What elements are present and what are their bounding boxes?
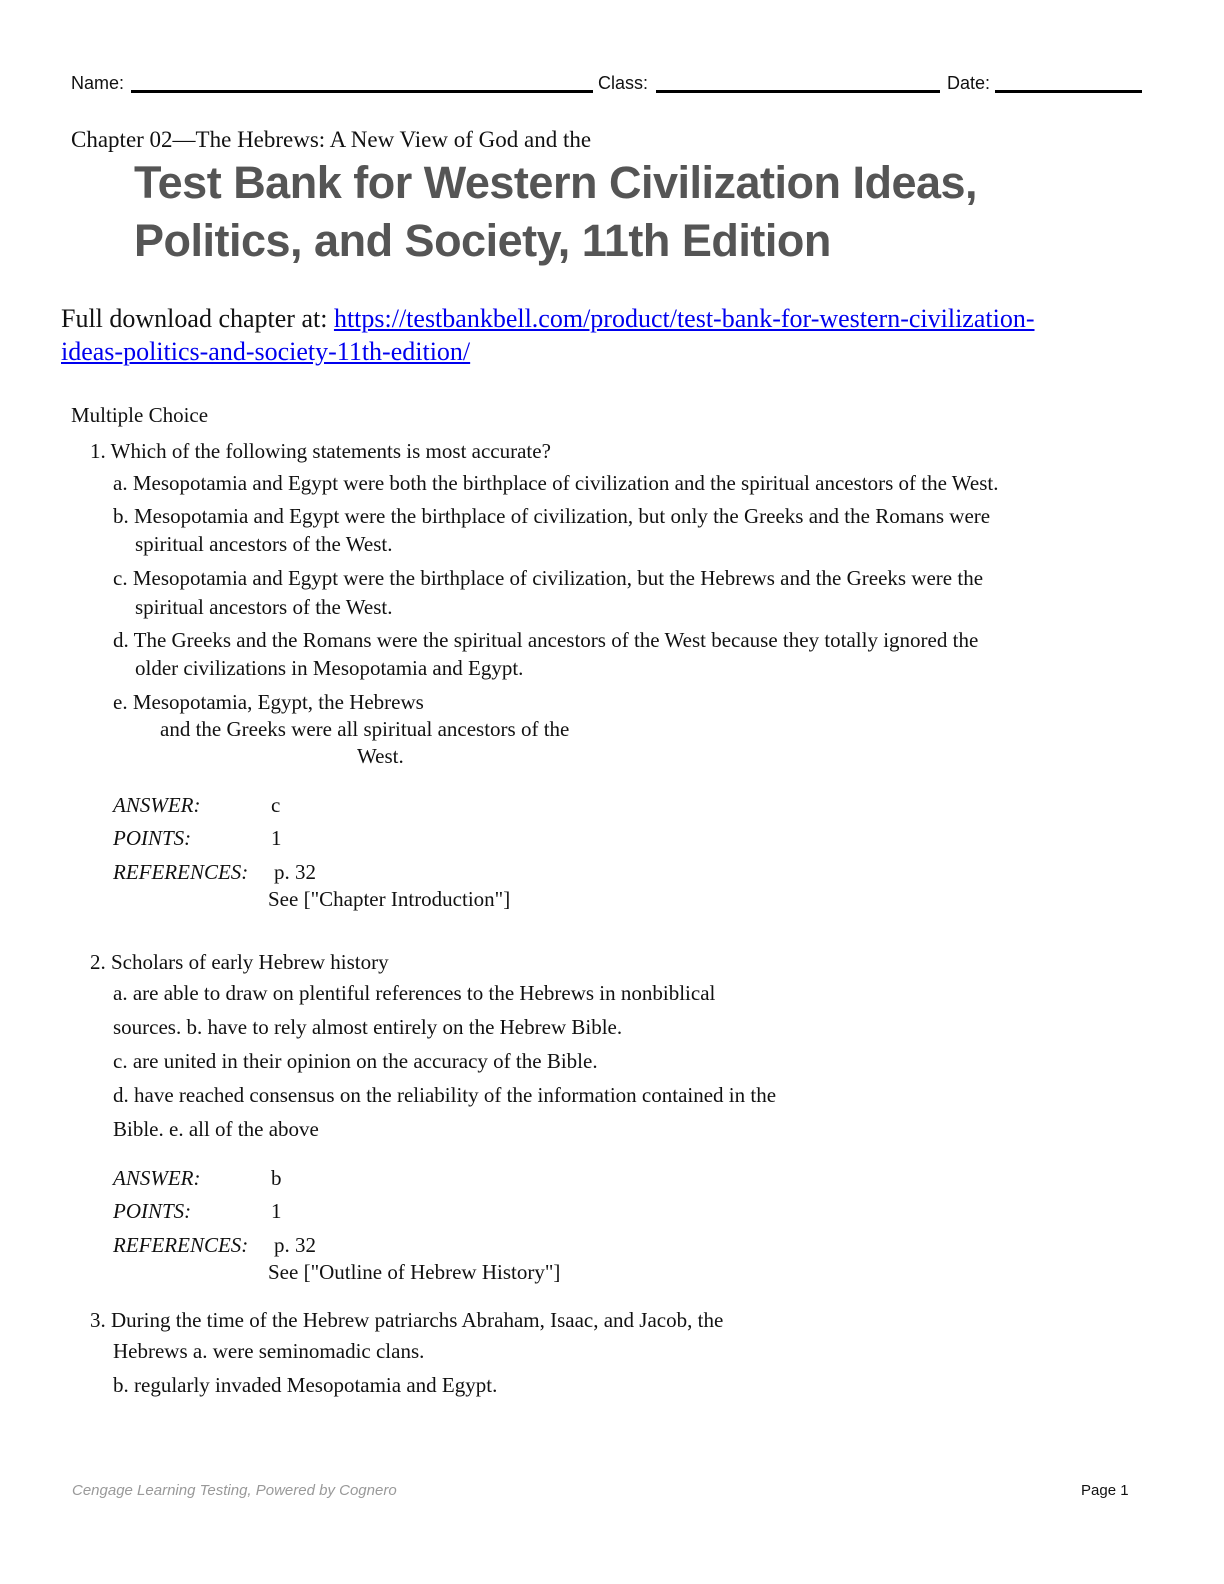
q2-answer: b [271, 1166, 282, 1190]
date-field[interactable] [995, 90, 1142, 93]
q1-ref-see: See ["Chapter Introduction"] [268, 887, 511, 911]
page-title: Test Bank for Western Civilization Ideas, [134, 157, 978, 208]
class-label: Class: [598, 73, 649, 93]
page-title-line2: Politics, and Society, 11th Edition [134, 215, 831, 266]
date-label: Date: [947, 73, 991, 93]
q2-ref-page: p. 32 [274, 1233, 316, 1257]
q2-answer-label: ANSWER: [113, 1166, 201, 1190]
class-field[interactable] [656, 90, 940, 93]
q2-line5: Bible. e. all of the above [113, 1117, 319, 1141]
q1-option-a: a. Mesopotamia and Egypt were both the birthplace of civilization and the spiritual ancestors of the West. [113, 471, 999, 495]
q1-references-label: REFERENCES: [113, 860, 249, 884]
q3-line1: Hebrews a. were seminomadic clans. [113, 1339, 425, 1363]
q1-stem: 1. Which of the following statements is most accurate? [90, 439, 551, 463]
download-prefix: Full download chapter at: [61, 304, 334, 333]
q2-ref-see: See ["Outline of Hebrew History"] [268, 1260, 561, 1284]
q1-option-b-cont: spiritual ancestors of the West. [135, 532, 393, 556]
page-number: Page 1 [1081, 1482, 1129, 1499]
footer-credit: Cengage Learning Testing, Powered by Cognero [72, 1482, 397, 1499]
q2-line2: sources. b. have to rely almost entirely on the Hebrew Bible. [113, 1015, 623, 1039]
q2-references-label: REFERENCES: [113, 1233, 249, 1257]
q2-stem: 2. Scholars of early Hebrew history [90, 950, 389, 974]
chapter-heading: Chapter 02—The Hebrews: A New View of God and the [71, 127, 592, 152]
download-line [61, 306, 1035, 332]
q2-line4: d. have reached consensus on the reliability of the information contained in the [113, 1083, 777, 1107]
q2-line3: c. are united in their opinion on the accuracy of the Bible. [113, 1049, 598, 1073]
download-link[interactable]: https://testbankbell.com/product/test-bank-for-western-civilization- [333, 304, 1035, 333]
q3-line2: b. regularly invaded Mesopotamia and Egypt. [113, 1373, 498, 1397]
q1-answer: c [271, 793, 281, 817]
q1-option-e: e. Mesopotamia, Egypt, the Hebrews [113, 690, 424, 714]
q1-option-c: c. Mesopotamia and Egypt were the birthplace of civilization, but the Hebrews and the Greeks were the [113, 566, 984, 590]
q1-option-c-cont: spiritual ancestors of the West. [135, 595, 393, 619]
q1-option-e-cont: and the Greeks were all spiritual ancestors of the [160, 717, 570, 741]
name-label: Name: [71, 73, 125, 93]
section-heading: Multiple Choice [71, 403, 209, 427]
q2-line1: a. are able to draw on plentiful references to the Hebrews in nonbiblical [113, 981, 716, 1005]
q1-option-b: b. Mesopotamia and Egypt were the birthplace of civilization, but only the Greeks and the Romans were [113, 504, 991, 528]
q2-points: 1 [271, 1199, 282, 1223]
q1-points-label: POINTS: [113, 826, 192, 850]
q3-stem: 3. During the time of the Hebrew patriarchs Abraham, Isaac, and Jacob, the [90, 1308, 724, 1332]
name-field[interactable] [131, 90, 593, 93]
q1-ref-page: p. 32 [274, 860, 316, 884]
q2-points-label: POINTS: [113, 1199, 192, 1223]
q1-option-e-cont2: West. [357, 744, 404, 768]
q1-points: 1 [271, 826, 282, 850]
q1-option-d-cont: older civilizations in Mesopotamia and Egypt. [135, 656, 524, 680]
download-link-cont[interactable]: ideas-politics-and-society-11th-edition/ [61, 337, 471, 366]
q1-option-d: d. The Greeks and the Romans were the spiritual ancestors of the West because they totally ignored the [113, 628, 979, 652]
q1-answer-label: ANSWER: [113, 793, 201, 817]
